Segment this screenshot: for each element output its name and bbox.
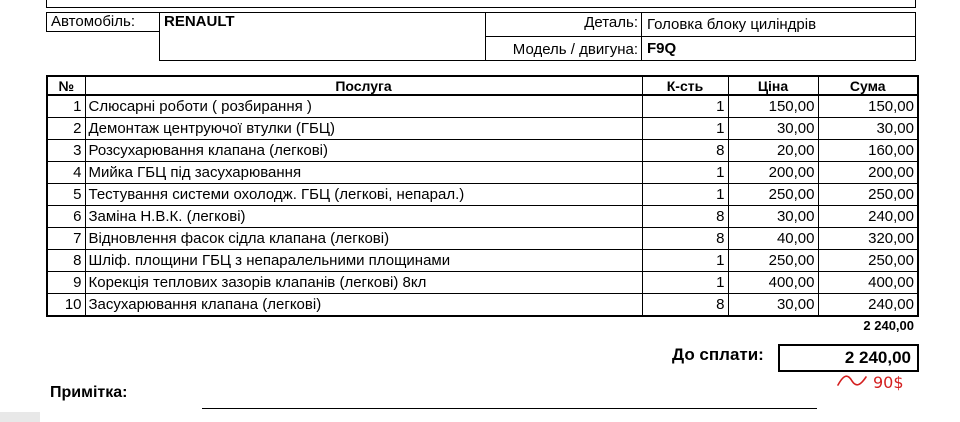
col-sum-header: Сума [818,76,918,95]
row-number: 10 [47,294,85,317]
row-price: 250,00 [728,184,818,206]
row-qty: 1 [642,95,728,118]
car-label: Автомобіль: [51,13,136,30]
table-row [47,206,918,228]
part-value-cell [641,12,916,37]
car-label-cell [46,12,160,32]
row-service: Розсухарювання клапана (легкові) [85,140,642,162]
subtotal-value: 2 240,00 [863,318,914,333]
table-row [47,250,918,272]
row-service: Заміна Н.В.К. (легкові) [85,206,642,228]
row-number: 7 [47,228,85,250]
header-top-border [46,0,916,8]
row-qty: 1 [642,250,728,272]
row-price: 30,00 [728,118,818,140]
row-sum: 400,00 [818,272,918,294]
row-service: Корекція теплових зазорів клапанів (легкові) 8кл [85,272,642,294]
handwritten-amount: 90$ [873,373,904,392]
row-sum: 240,00 [818,206,918,228]
row-qty: 1 [642,118,728,140]
row-service: Засухарювання клапана (легкові) [85,294,642,317]
row-sum: 250,00 [818,184,918,206]
row-qty: 1 [642,272,728,294]
car-value: RENAULT [164,13,235,30]
row-price: 400,00 [728,272,818,294]
model-label: Модель / двигуна: [512,41,638,58]
row-sum: 30,00 [818,118,918,140]
row-service: Тестування системи охолодж. ГБЦ (легкові, непарал.) [85,184,642,206]
row-number: 8 [47,250,85,272]
table-row [47,184,918,206]
row-price: 150,00 [728,95,818,118]
row-price: 30,00 [728,294,818,317]
row-sum: 250,00 [818,250,918,272]
note-line [202,408,817,409]
row-price: 250,00 [728,250,818,272]
row-sum: 200,00 [818,162,918,184]
note-label: Примітка: [50,384,128,401]
model-value: F9Q [647,40,677,57]
table-row [47,95,918,118]
row-sum: 320,00 [818,228,918,250]
table-row [47,118,918,140]
row-number: 1 [47,95,85,118]
row-service: Демонтаж центруючої втулки (ГБЦ) [85,118,642,140]
payment-amount: 2 240,00 [778,344,919,372]
row-price: 20,00 [728,140,818,162]
row-number: 6 [47,206,85,228]
row-number: 9 [47,272,85,294]
col-price-header: Ціна [728,76,818,95]
services-table [46,75,919,317]
table-row [47,228,918,250]
row-qty: 1 [642,184,728,206]
table-row [47,162,918,184]
row-service: Відновлення фасок сідла клапана (легкові) [85,228,642,250]
col-number-header: № [47,76,85,95]
row-number: 3 [47,140,85,162]
row-sum: 160,00 [818,140,918,162]
part-label-cell [485,12,642,37]
table-row [47,140,918,162]
row-number: 4 [47,162,85,184]
col-service-header: Послуга [85,76,642,95]
row-price: 40,00 [728,228,818,250]
row-service: Слюсарні роботи ( розбирання ) [85,95,642,118]
row-qty: 8 [642,294,728,317]
row-price: 30,00 [728,206,818,228]
car-value-cell [159,12,486,61]
handwritten-tilde-icon [836,372,870,390]
row-qty: 1 [642,162,728,184]
row-number: 2 [47,118,85,140]
col-qty-header: К-сть [642,76,728,95]
table-header-row [47,76,918,95]
row-price: 200,00 [728,162,818,184]
scan-artifact [0,412,40,422]
row-service: Мийка ГБЦ під засухарювання [85,162,642,184]
model-label-cell [485,36,642,61]
row-qty: 8 [642,140,728,162]
payment-label: До сплати: [672,345,764,364]
part-value: Головка блоку циліндрів [647,16,817,33]
row-qty: 8 [642,228,728,250]
row-sum: 150,00 [818,95,918,118]
model-value-cell [641,36,916,61]
row-sum: 240,00 [818,294,918,317]
table-row [47,294,918,317]
row-service: Шліф. площини ГБЦ з непаралельними площинами [85,250,642,272]
part-label: Деталь: [584,14,638,31]
row-number: 5 [47,184,85,206]
table-row [47,272,918,294]
row-qty: 8 [642,206,728,228]
